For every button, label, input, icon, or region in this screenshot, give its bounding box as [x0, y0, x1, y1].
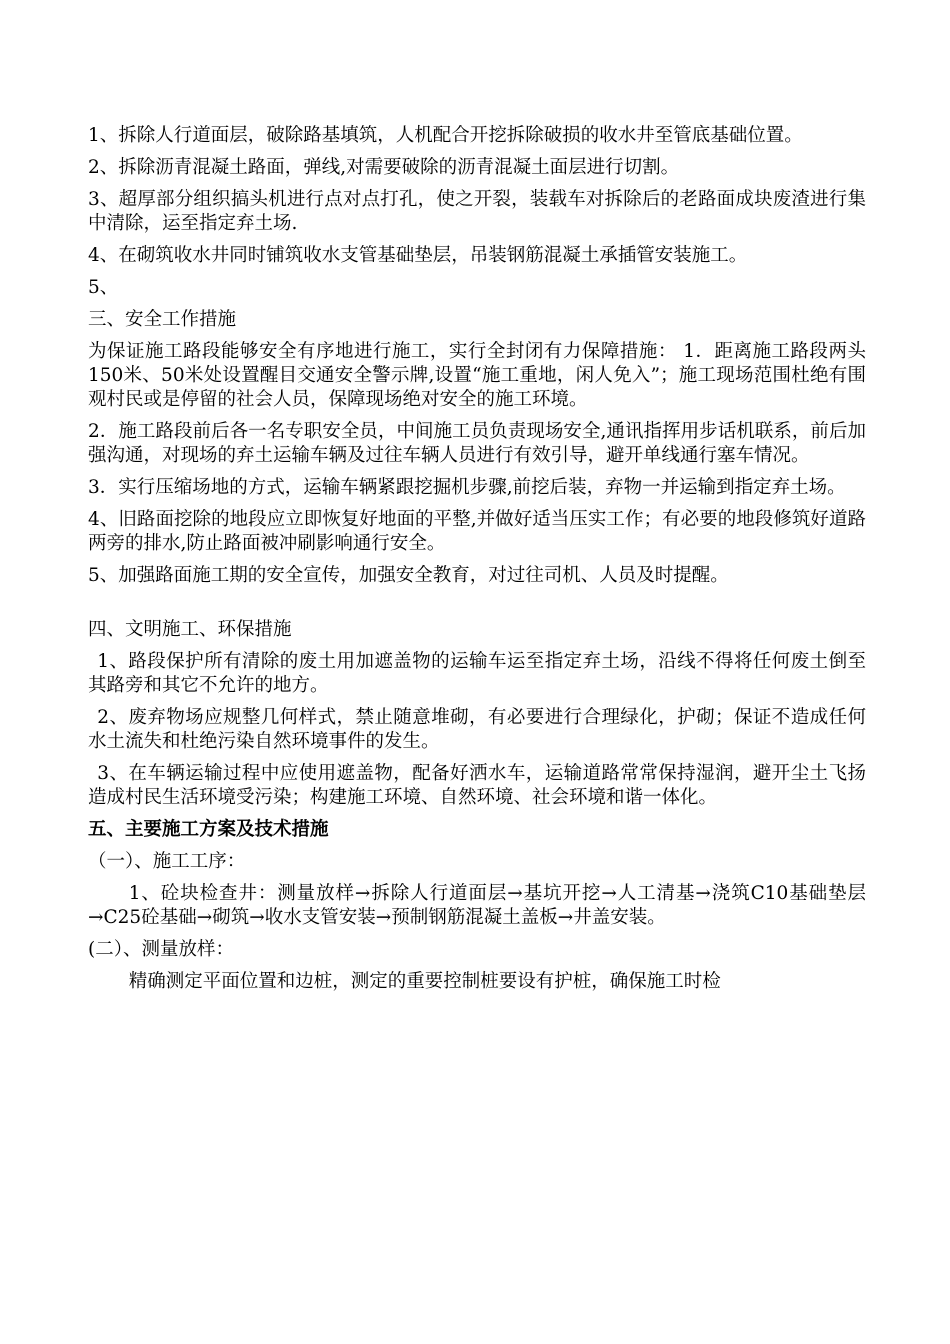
paragraph-demolition-2: 2、拆除沥青混凝土路面，弹线,对需要破除的沥青混凝土面层进行切割。 [88, 157, 680, 178]
document-page [88, 124, 866, 1002]
paragraph-environment-3: 3、在车辆运输过程中应使用遮盖物，配备好洒水车，运输道路常常保持湿润，避开尘土飞扬造成村民生活环境受污染；构建施工环境、自然环境、社会环境和谐一体化。 [88, 763, 866, 808]
paragraph-demolition-4: 4、在砌筑收水井同时铺筑收水支管基础垫层，吊装钢筋混凝土承插管安装施工。 [88, 245, 748, 266]
spacer [88, 596, 866, 618]
paragraph-demolition-3: 3、超厚部分组织搞头机进行点对点打孔，使之开裂，装载车对拆除后的老路面成块废渣进行集中清除，运至指定弃土场. [88, 189, 866, 234]
paragraph-environment-2: 2、废弃物场应规整几何样式，禁止随意堆砌，有必要进行合理绿化，护砌；保证不造成任何水土流失和杜绝污染自然环境事件的发生。 [88, 707, 866, 752]
subheading-procedure: （一）、施工工序： [88, 851, 246, 872]
paragraph-demolition-1: 1、拆除人行道面层，破除路基填筑，人机配合开挖拆除破损的收水井至管底基础位置。 [88, 125, 803, 146]
paragraph-demolition-5: 5、 [88, 277, 119, 298]
paragraph-safety-intro: 为保证施工路段能够安全有序地进行施工，实行全封闭有力保障措施： 1．距离施工路段两头150米、50米处设置醒目交通安全警示牌,设置“施工重地，闲人免入”；施工现场范围杜绝有围观村民或是停留的社会人员，保障现场绝对安全的施工环境。 [88, 341, 866, 410]
paragraph-safety-2: 2．施工路段前后各一名专职安全员，中间施工员负责现场安全,通讯指挥用步话机联系，前后加强沟通，对现场的弃土运输车辆及过往车辆人员进行有效引导，避开单线通行塞车情况。 [88, 421, 866, 466]
paragraph-survey: 精确测定平面位置和边桩，测定的重要控制桩要设有护桩，确保施工时检 [128, 971, 721, 992]
section-heading-environment: 四、文明施工、环保措施 [88, 619, 292, 640]
paragraph-procedure-1: 1、砼块检查井：测量放样→拆除人行道面层→基坑开挖→人工清基→浇筑C10基础垫层→C25砼基础→砌筑→收水支管安装→预制钢筋混凝土盖板→井盖安装。 [88, 883, 866, 928]
section-heading-construction-plan: 五、主要施工方案及技术措施 [88, 819, 329, 840]
section-heading-safety: 三、安全工作措施 [88, 309, 237, 330]
paragraph-environment-1: 1、路段保护所有清除的废土用加遮盖物的运输车运至指定弃土场，沿线不得将任何废土倒至其路旁和其它不允许的地方。 [88, 651, 866, 696]
paragraph-safety-3: 3．实行压缩场地的方式，运输车辆紧跟挖掘机步骤,前挖后装，弃物一并运输到指定弃土场。 [88, 477, 846, 498]
paragraph-safety-4: 4、旧路面挖除的地段应立即恢复好地面的平整,并做好适当压实工作；有必要的地段修筑好道路两旁的排水,防止路面被冲刷影响通行安全。 [88, 509, 866, 554]
subheading-survey: (二）、测量放样： [88, 939, 234, 960]
paragraph-safety-5: 5、加强路面施工期的安全宣传，加强安全教育，对过往司机、人员及时提醒。 [88, 565, 729, 586]
